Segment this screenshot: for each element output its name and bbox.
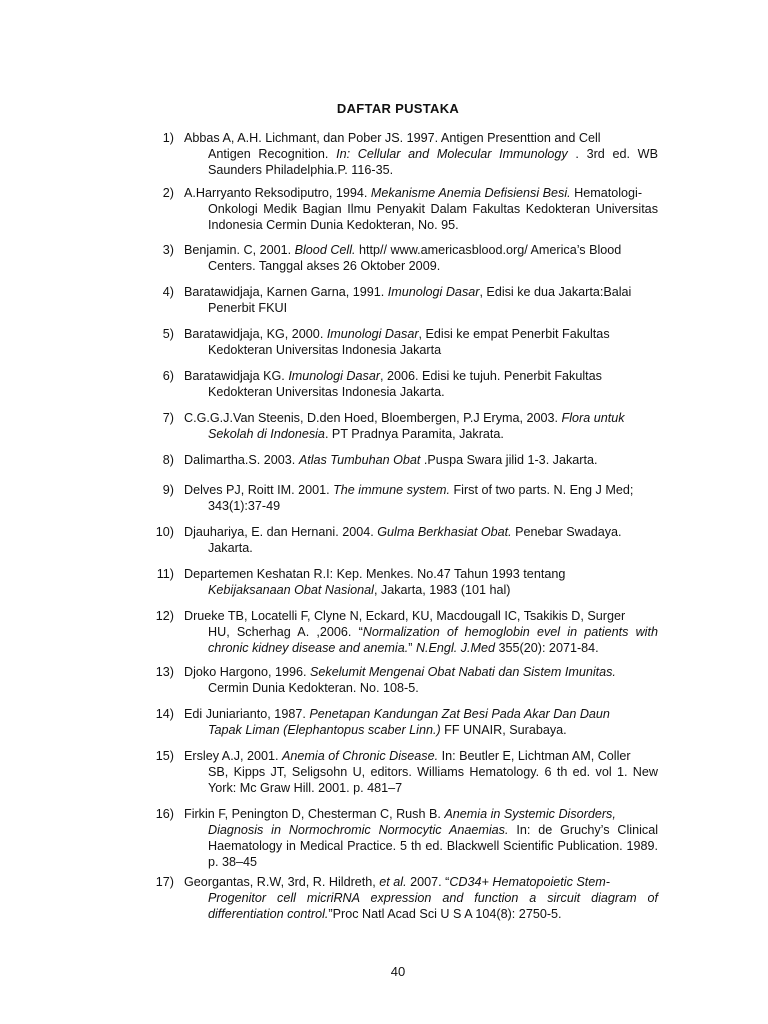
- reference-text: [184, 748, 658, 796]
- reference-item: [150, 130, 658, 178]
- reference-segment: , Edisi ke dua Jakarta:Balai: [479, 285, 632, 299]
- reference-title: Flora untuk: [561, 411, 625, 425]
- reference-segment: Kedokteran Universitas Indonesia Jakarta: [208, 343, 442, 357]
- reference-text: [184, 482, 658, 514]
- reference-segment: , Jakarta, 1983 (101 hal): [373, 583, 511, 597]
- reference-text: [184, 664, 658, 696]
- reference-text: [184, 524, 658, 556]
- reference-segment: Cermin Dunia Kedokteran. No. 108-5.: [208, 681, 419, 695]
- reference-number: 9): [162, 483, 174, 497]
- reference-segment: 2007. “: [406, 875, 450, 889]
- reference-item: [150, 748, 658, 796]
- reference-segment: Antigen Recognition.: [208, 147, 337, 161]
- reference-text: [184, 410, 658, 442]
- reference-segment: .Puspa Swara jilid 1-3. Jakarta.: [420, 453, 598, 467]
- reference-number: 3): [162, 243, 174, 257]
- reference-segment: A.Harryanto Reksodiputro, 1994.: [184, 186, 371, 200]
- reference-segment: Ersley A.J, 2001.: [184, 749, 283, 763]
- reference-title: Tapak Liman (Elephantopus scaber Linn.): [208, 723, 441, 737]
- reference-title: Anemia in Systemic Disorders,: [444, 807, 616, 821]
- reference-segment: Centers. Tanggal akses 26 Oktober 2009.: [208, 259, 441, 273]
- reference-segment: , Edisi ke empat Penerbit Fakultas: [418, 327, 610, 341]
- reference-segment: First of two parts. N. Eng J Med;: [449, 483, 634, 497]
- reference-segment: . PT Pradnya Paramita, Jakrata.: [324, 427, 504, 441]
- reference-item: [150, 284, 658, 316]
- reference-text: [184, 452, 658, 468]
- reference-title: Diagnosis in Normochromic Normocytic Anaemias.: [208, 823, 509, 837]
- reference-title: Kebijaksanaan Obat Nasional: [208, 583, 374, 597]
- reference-segment: http// www.americasblood.org/ America’s Blood: [355, 243, 622, 257]
- reference-number: 2): [162, 186, 174, 200]
- reference-segment: Baratawidjaja, Karnen Garna, 1991.: [184, 285, 388, 299]
- reference-number: 16): [155, 807, 174, 821]
- reference-title: Imunologi Dasar: [326, 327, 419, 341]
- reference-title: N.Engl. J.Med: [415, 641, 496, 655]
- reference-item: [150, 566, 658, 598]
- reference-item: [150, 410, 658, 442]
- reference-title: Progenitor cell micriRNA expression and function a sircuit diagram of differentiation control.: [208, 891, 658, 921]
- reference-title: Sekolah di Indonesia: [208, 427, 325, 441]
- reference-segment: Dalimartha.S. 2003.: [184, 453, 299, 467]
- reference-text: [184, 706, 658, 738]
- reference-text: [184, 874, 658, 922]
- reference-segment: Penerbit FKUI: [208, 301, 288, 315]
- reference-segment: Penebar Swadaya.: [511, 525, 622, 539]
- reference-number: 6): [162, 369, 174, 383]
- reference-title: Imunologi Dasar: [288, 369, 381, 383]
- reference-segment: HU, Scherhag A. ,2006. “: [208, 625, 363, 639]
- reference-segment: SB, Kipps JT, Seligsohn U, editors. Williams Hematology. 6 th ed. vol 1. New York: Mc Graw Hill. 2001. p. 481–7: [208, 765, 658, 795]
- reference-segment: Edi Juniarianto, 1987.: [184, 707, 310, 721]
- reference-title: Gulma Berkhasiat Obat.: [377, 525, 512, 539]
- reference-title: CD34+ Hematopoietic Stem-: [449, 875, 610, 889]
- reference-number: 17): [155, 875, 174, 889]
- reference-item: [150, 706, 658, 738]
- reference-title: In: Cellular and Molecular Immunology: [336, 147, 568, 161]
- reference-segment: Hematologi-: [570, 186, 643, 200]
- reference-item: [150, 664, 658, 696]
- reference-item: [150, 874, 658, 922]
- reference-title: The immune system.: [333, 483, 450, 497]
- reference-segment: Jakarta.: [208, 541, 253, 555]
- reference-segment: In: Beutler E, Lichtman AM, Coller: [438, 749, 631, 763]
- reference-title: Imunologi Dasar: [387, 285, 480, 299]
- reference-segment: Baratawidjaja KG.: [184, 369, 289, 383]
- reference-segment: 343(1):37-49: [208, 499, 281, 513]
- reference-number: 7): [162, 411, 174, 425]
- reference-item: [150, 608, 658, 656]
- reference-title: Blood Cell.: [294, 243, 356, 257]
- reference-item: [150, 326, 658, 358]
- reference-segment: Onkologi Medik Bagian Ilmu Penyakit Dalam Fakultas Kedokteran Universitas Indonesia Cermin Dunia Kedokteran, No. 95.: [208, 202, 658, 232]
- reference-title: Anemia of Chronic Disease.: [282, 749, 439, 763]
- reference-segment: Benjamin. C, 2001.: [184, 243, 295, 257]
- reference-segment: Departemen Keshatan R.I: Kep. Menkes. No.47 Tahun 1993 tentang: [184, 567, 566, 581]
- reference-item: [150, 452, 658, 468]
- reference-number: 5): [162, 327, 174, 341]
- reference-title: Normalization of hemoglobin evel in patients with chronic kidney disease and anemia.: [208, 625, 658, 655]
- reference-segment: Kedokteran Universitas Indonesia Jakarta.: [208, 385, 445, 399]
- reference-number: 4): [162, 285, 174, 299]
- page-number: 40: [390, 964, 406, 979]
- reference-text: [184, 806, 658, 870]
- reference-number: 10): [155, 525, 174, 539]
- reference-segment: 355(20): 2071-84.: [495, 641, 599, 655]
- reference-segment: Djoko Hargono, 1996.: [184, 665, 311, 679]
- reference-text: [184, 326, 658, 358]
- reference-number: 1): [162, 131, 174, 145]
- reference-title: Atlas Tumbuhan Obat: [298, 453, 421, 467]
- reference-segment: Drueke TB, Locatelli F, Clyne N, Eckard, KU, Macdougall IC, Tsakikis D, Surger: [184, 609, 626, 623]
- reference-text: [184, 566, 658, 598]
- reference-segment: Firkin F, Penington D, Chesterman C, Rush B.: [184, 807, 445, 821]
- reference-segment: Georgantas, R.W, 3rd, R. Hildreth,: [184, 875, 380, 889]
- reference-text: [184, 185, 658, 233]
- reference-item: [150, 185, 658, 233]
- page-title: DAFTAR PUSTAKA: [336, 101, 460, 116]
- reference-item: [150, 242, 658, 274]
- reference-segment: , 2006. Edisi ke tujuh. Penerbit Fakultas: [380, 369, 602, 383]
- reference-item: [150, 524, 658, 556]
- reference-segment: Abbas A, A.H. Lichmant, dan Pober JS. 1997. Antigen Presenttion and Cell: [184, 131, 601, 145]
- reference-text: [184, 242, 658, 274]
- reference-text: [184, 368, 658, 400]
- reference-segment: Djauhariya, E. dan Hernani. 2004.: [184, 525, 378, 539]
- reference-number: 15): [155, 749, 174, 763]
- reference-segment: Baratawidjaja, KG, 2000.: [184, 327, 327, 341]
- reference-number: 8): [162, 453, 174, 467]
- reference-item: [150, 368, 658, 400]
- reference-segment: Delves PJ, Roitt IM. 2001.: [184, 483, 334, 497]
- reference-item: [150, 806, 658, 870]
- reference-title: Sekelumit Mengenai Obat Nabati dan Sistem Imunitas.: [310, 665, 616, 679]
- reference-text: [184, 130, 658, 178]
- reference-title: et al.: [379, 875, 407, 889]
- reference-segment: C.G.G.J.Van Steenis, D.den Hoed, Bloembergen, P.J Eryma, 2003.: [184, 411, 562, 425]
- reference-text: [184, 284, 658, 316]
- reference-title: Penetapan Kandungan Zat Besi Pada Akar Dan Daun: [309, 707, 610, 721]
- reference-item: [150, 482, 658, 514]
- reference-segment: FF UNAIR, Surabaya.: [440, 723, 567, 737]
- reference-segment: ”: [408, 641, 416, 655]
- reference-segment: ”Proc Natl Acad Sci U S A 104(8): 2750-5.: [328, 907, 562, 921]
- reference-title: Mekanisme Anemia Defisiensi Besi.: [370, 186, 571, 200]
- reference-number: 13): [155, 665, 174, 679]
- reference-segment: . 3rd ed. WB Saunders Philadelphia.P. 116-35.: [208, 147, 658, 177]
- reference-text: [184, 608, 658, 656]
- reference-number: 11): [156, 567, 174, 581]
- reference-segment: In: de Gruchy’s Clinical Haematology in Medical Practice. 5 th ed. Blackwell Scientific Publication. 1989. p. 38–45: [208, 823, 659, 869]
- reference-number: 12): [155, 609, 174, 623]
- reference-number: 14): [155, 707, 174, 721]
